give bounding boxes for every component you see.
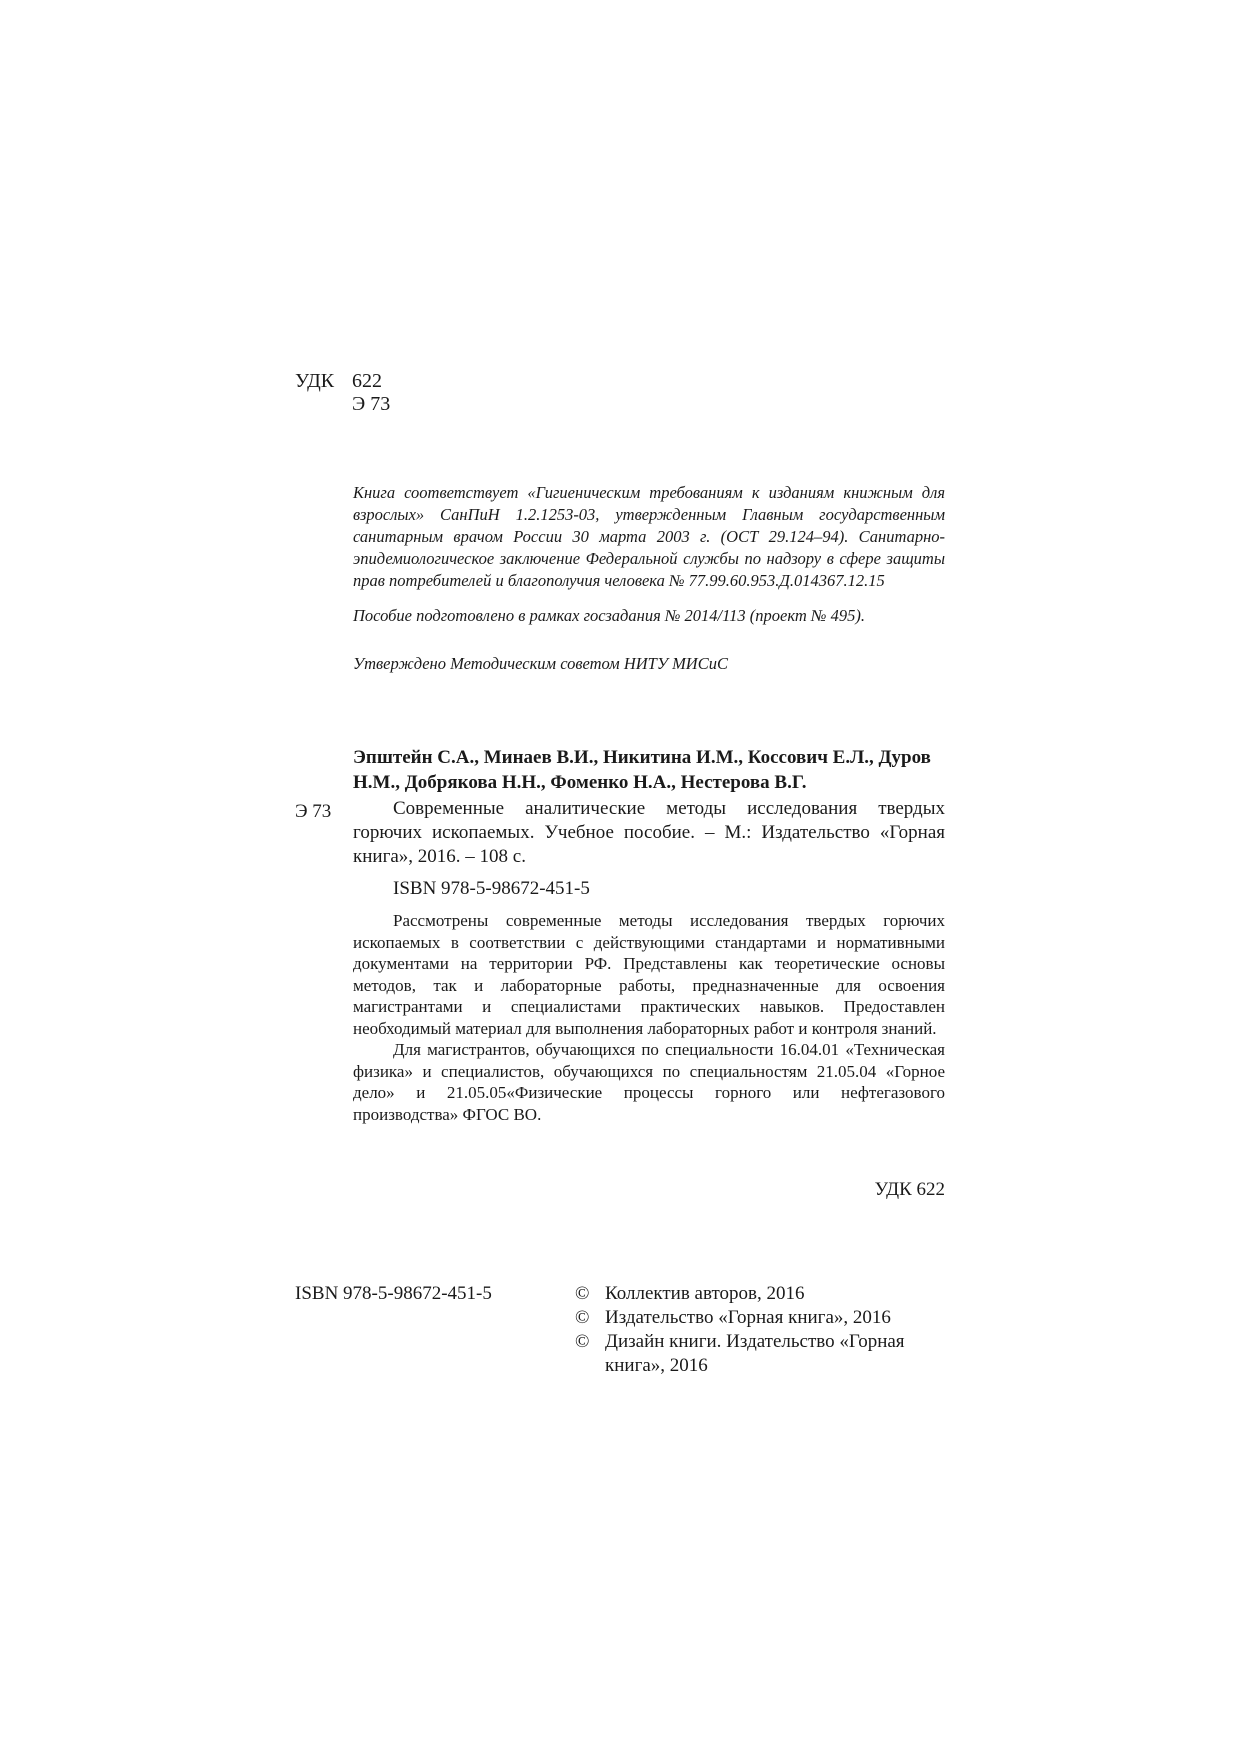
approval-note: Утверждено Методическим советом НИТУ МИСиС	[353, 654, 728, 673]
copyright-row	[575, 1282, 905, 1306]
hygiene-note: Книга соответствует «Гигиеническим требованиям к изданиям книжным для взрослых» СанПиН 1.2.1253-03, утвержденным Главным государственным санитарным врачом России 30 марта 2003 г. (ОСТ 29.124–94). Санитарно-эпидемиологическое заключение Федеральной службы по надзору в сфере защиты прав потребителей и благополучия человека № 77.99.60.953.Д.014367.12.15	[353, 483, 945, 590]
annotation-paragraph: Рассмотрены современные методы исследования твердых горючих ископаемых в соответствии с действующими стандартами и нормативными документами на территории РФ. Представлены как теоретические основы методов, так и лабораторные работы, предназначенные для освоения магистрантами и специалистами практических навыков. Предоставлен необходимый материал для выполнения лабораторных работ и контроля знаний.	[353, 911, 945, 1038]
copyright-text: Издательство «Горная книга», 2016	[605, 1307, 891, 1328]
copyright-icon: ©	[575, 1283, 590, 1304]
isbn-bottom: ISBN 978-5-98672-451-5	[295, 1283, 492, 1304]
udk-code-row	[295, 393, 390, 416]
udk-spacer	[295, 393, 352, 416]
state-task-note: Пособие подготовлено в рамках госзадания № 2014/113 (проект № 495).	[353, 606, 865, 625]
copyright-text: Дизайн книги. Издательство «Горная книга», 2016	[605, 1331, 905, 1376]
copyright-icon: ©	[575, 1307, 590, 1328]
udk-code: Э 73	[352, 393, 391, 415]
udk-header	[295, 370, 390, 416]
udk-label: УДК	[295, 370, 335, 392]
udk-number: 622	[352, 370, 382, 392]
isbn-main: ISBN 978-5-98672-451-5	[393, 878, 590, 899]
annotation	[353, 910, 945, 1125]
copyright-icon: ©	[575, 1331, 590, 1352]
copyrights	[575, 1282, 905, 1378]
bibliographic-title: Современные аналитические методы исследования твердых горючих ископаемых. Учебное пособие. – М.: Издательство «Горная книга», 2016. – 108 с.	[353, 798, 945, 867]
authors: Эпштейн С.А., Минаев В.И., Никитина И.М., Коссович Е.Л., Дуров Н.М., Добрякова Н.Н., Фоменко Н.А., Нестерова В.Г.	[353, 747, 931, 793]
udk-bottom: УДК 622	[874, 1179, 945, 1200]
annotation-paragraph: Для магистрантов, обучающихся по специальности 16.04.01 «Техническая физика» и специалистов, обучающихся по специальностям 21.05.04 «Горное дело» и 21.05.05«Физические процессы горного или нефтегазового производства» ФГОС ВО.	[353, 1040, 945, 1124]
side-code: Э 73	[295, 801, 332, 822]
copyright-text: Коллектив авторов, 2016	[605, 1283, 805, 1304]
copyright-row	[575, 1306, 905, 1330]
copyright-row	[575, 1330, 905, 1378]
udk-row	[295, 370, 390, 393]
